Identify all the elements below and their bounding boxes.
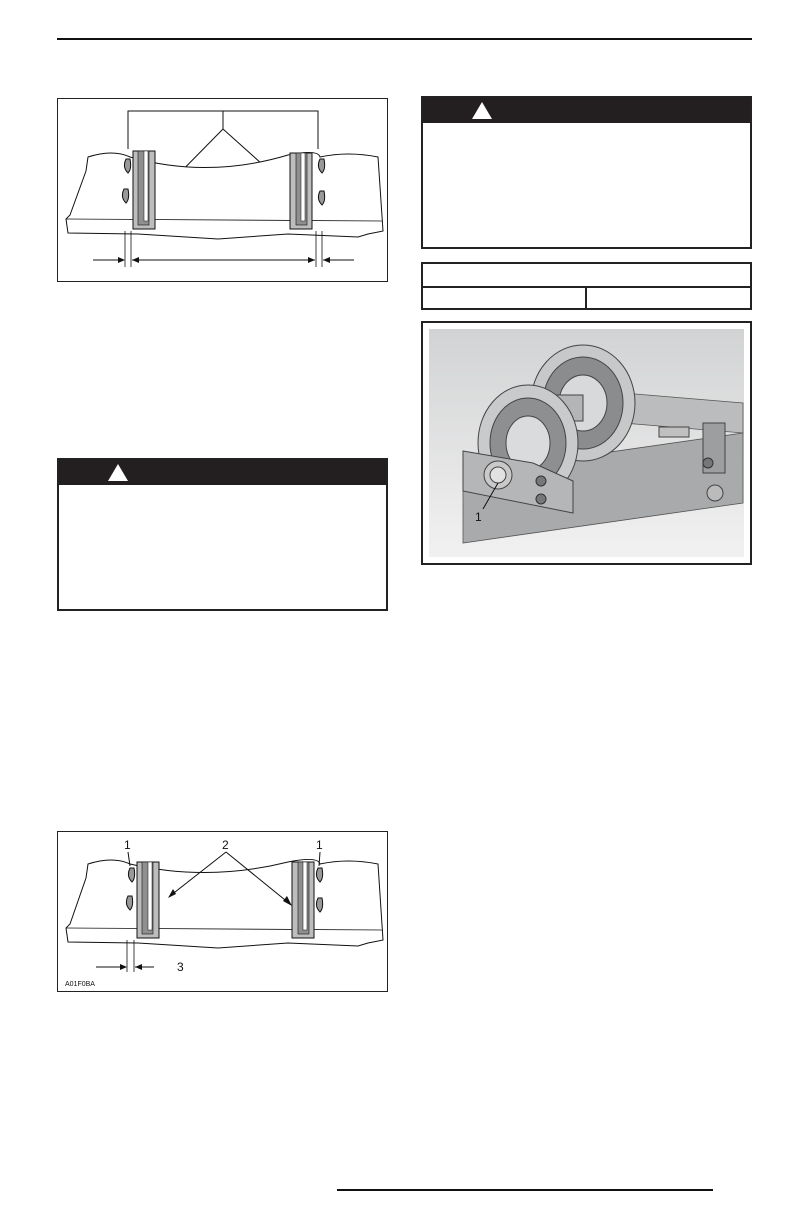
- callout-2: 2: [222, 838, 229, 852]
- specification-table: [421, 262, 752, 310]
- idler-wheel-illustration: [423, 323, 750, 563]
- slide-rail-figure-bottom: [57, 831, 388, 992]
- footer-rule: [337, 1189, 713, 1191]
- warning-header-bar: [59, 460, 386, 485]
- table-column-divider: [585, 286, 587, 308]
- callout-1-left: 1: [124, 838, 131, 852]
- warning-box-right: [421, 96, 752, 249]
- warning-triangle-icon: [107, 463, 129, 482]
- photo-callout-1: 1: [475, 510, 482, 524]
- idler-wheel-photo-figure: [421, 321, 752, 565]
- callout-3: 3: [177, 960, 184, 974]
- slide-rail-figure-top: [57, 98, 388, 282]
- figure-code: A01F0BA: [65, 981, 95, 988]
- slide-rail-diagram-callouts: [58, 832, 389, 993]
- warning-header-bar: [423, 98, 750, 123]
- slide-rail-diagram: [58, 99, 389, 283]
- warning-box-left: [57, 458, 388, 611]
- callout-1-right: 1: [316, 838, 323, 852]
- header-rule: [57, 38, 752, 40]
- warning-triangle-icon: [471, 101, 493, 120]
